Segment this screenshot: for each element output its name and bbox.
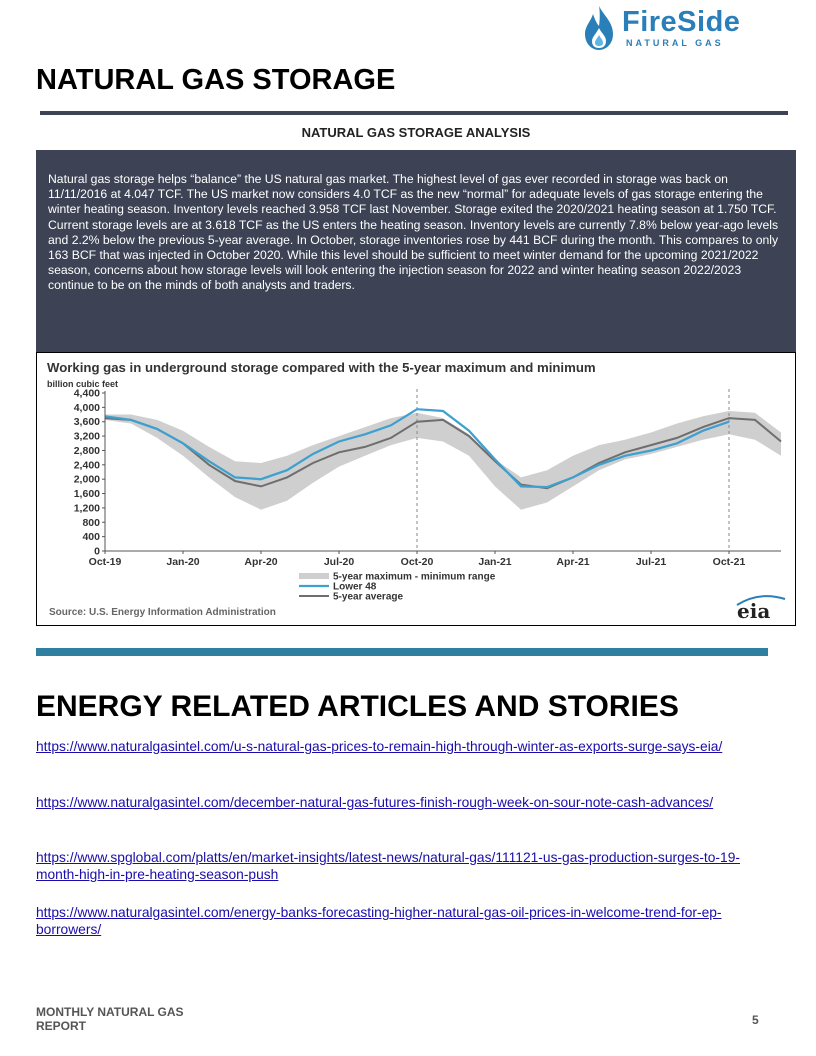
section-title-articles: ENERGY RELATED ARTICLES AND STORIES [36,690,679,723]
article-link[interactable]: https://www.spglobal.com/platts/en/market-insights/latest-news/natural-gas/111121-us-gas-production-surges-to-19-month-high-in-pre-heating-season-push [36,850,740,882]
x-tick-label: Jul-20 [323,556,355,568]
y-tick-labels [74,388,100,558]
analysis-paragraph: Natural gas storage helps “balance” the US natural gas market. The highest level of gas ever recorded in storage was back on 11/11/2016 at 4.047 TCF. The US market now considers 4.0 TCF as the new “normal” for adequate levels of gas storage entering the winter heating season. Inventory levels reached 3.958 TCF last November. Storage exited the 2020/2021 heating season at 1.750 TCF. Current storage levels are at 3.618 TCF as the US enters the heating season. Inventory levels are currently 7.8% below year-ago levels and 2.2% below the previous 5-year average. In October, storage inventories rose by 441 BCF during the month. This compares to only 163 BCF that was injected in October 2020. While this level should be sufficient to meet winter demand for the upcoming 2021/2022 season, concerns about how storage levels will look entering the injection season for 2022 and winter heating season 2022/2023 continue to be on the minds of both analysts and traders. [48,172,779,293]
section-divider-articles [36,648,768,656]
analysis-text-box [36,150,796,353]
y-tick-label: 1,600 [73,488,100,501]
flame-icon [580,4,618,52]
legend-label: 5-year average [333,591,404,603]
x-tick-label: Oct-19 [88,556,122,568]
y-tick-label: 800 [82,516,100,529]
logo-wordmark: FireSide [622,6,741,38]
eia-logo-text: eia [737,599,771,623]
page-number: 5 [752,1013,759,1027]
x-tick-labels [89,556,746,568]
section-divider [40,111,788,115]
x-tick-label: Oct-21 [712,556,746,568]
fireside-logo [580,4,780,52]
eia-logo [737,596,785,623]
x-tick-label: Jan-21 [478,556,512,568]
chart-title: Working gas in underground storage compared with the 5-year maximum and minimum [47,360,596,375]
article-link[interactable]: https://www.naturalgasintel.com/energy-banks-forecasting-higher-natural-gas-oil-prices-in-welcome-trend-for-ep-borrowers/ [36,905,722,937]
y-tick-label: 2,000 [73,473,100,486]
x-tick-label: Apr-20 [244,556,278,568]
x-tick-label: Oct-20 [400,556,434,568]
y-tick-label: 2,400 [73,459,100,472]
y-tick-label: 0 [94,545,100,558]
x-tick-label: Jul-21 [635,556,667,568]
legend-label: Lower 48 [333,581,377,593]
article-link[interactable]: https://www.naturalgasintel.com/u-s-natural-gas-prices-to-remain-high-through-winter-as-exports-surge-says-eia/ [36,739,723,754]
chart-legend [299,572,496,603]
y-tick-label: 4,400 [73,387,100,400]
chart-y-axis-label: billion cubic feet [47,379,119,389]
y-tick-label: 400 [82,531,100,544]
legend-label: 5-year maximum - minimum range [333,571,496,583]
x-tick-label: Jan-20 [166,556,200,568]
y-tick-label: 3,600 [73,416,100,429]
y-tick-label: 1,200 [73,502,100,515]
y-tick-label: 4,000 [73,401,100,414]
storage-chart [36,352,796,626]
y-tick-label: 3,200 [73,430,100,443]
y-tick-label: 2,800 [73,444,100,457]
analysis-heading: NATURAL GAS STORAGE ANALYSIS [301,125,531,140]
article-link[interactable]: https://www.naturalgasintel.com/december-natural-gas-futures-finish-rough-week-on-sour-note-cash-advances/ [36,795,714,810]
section-title-storage: NATURAL GAS STORAGE [36,64,396,96]
storage-chart-svg [37,353,795,625]
x-tick-label: Apr-21 [556,556,590,568]
chart-source: Source: U.S. Energy Information Administration [49,607,276,618]
logo-subtext: NATURAL GAS [626,38,724,48]
footer-report-label: MONTHLY NATURAL GAS REPORT [36,1005,184,1033]
